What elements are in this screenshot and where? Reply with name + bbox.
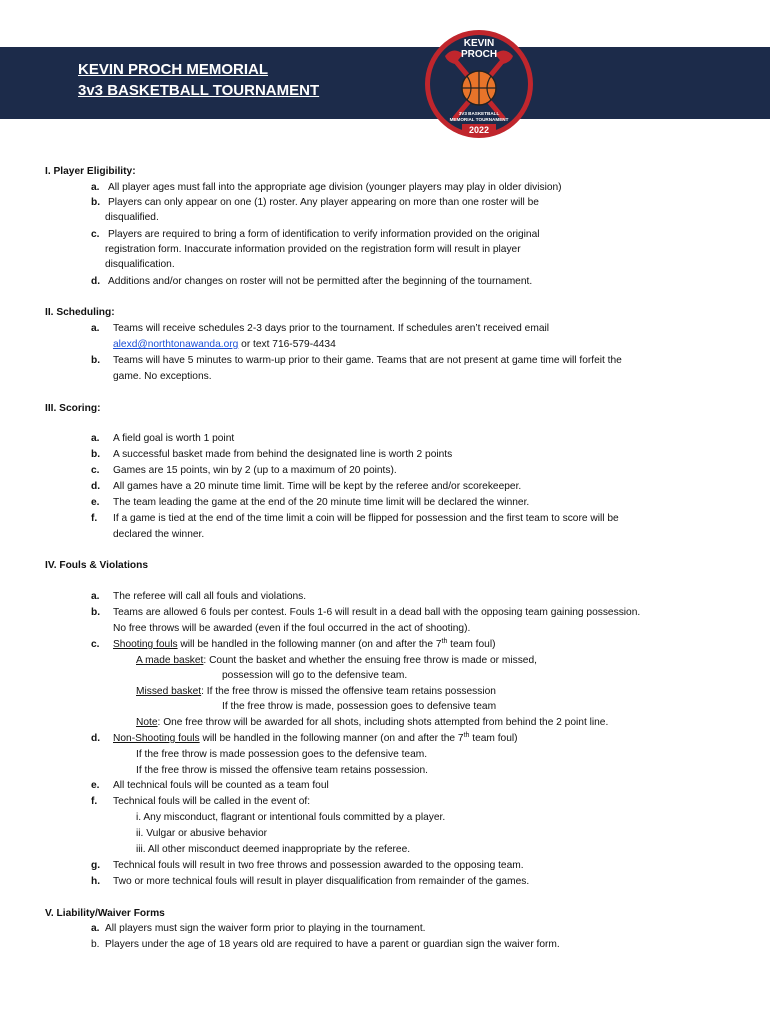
sub-item-text: i. Any misconduct, flagrant or intentional fouls committed by a player.	[136, 812, 446, 823]
item-letter: h.	[91, 876, 101, 887]
list-item-text: Note: One free throw will be awarded for all shots, including shots attempted from behind the 2 point line.	[136, 717, 609, 728]
list-item-text: If the free throw is made possession goes to the defensive team.	[136, 749, 428, 760]
item-letter: a.	[91, 591, 100, 602]
item-letter: f.	[91, 796, 98, 807]
sub-item-text: iii. All other misconduct deemed inappropriate by the referee.	[136, 844, 411, 855]
item-letter: b.	[91, 197, 101, 208]
label-missed-basket: Missed basket	[136, 686, 202, 697]
item-letter: b.	[91, 939, 100, 950]
item-letter: b.	[91, 355, 101, 366]
item-letter: e.	[91, 497, 100, 508]
logo-year: 2022	[468, 125, 490, 135]
section-heading: V. Liability/Waiver Forms	[45, 908, 165, 919]
item-letter: g.	[91, 860, 101, 871]
section-heading: II. Scheduling:	[45, 307, 115, 318]
list-item-text: If the free throw is made, possession goes to defensive team	[222, 701, 497, 712]
list-item-text	[113, 338, 336, 351]
item-letter: a.	[91, 182, 100, 193]
list-item-text: Additions and/or changes on roster will not be permitted after the beginning of the tournament.	[108, 276, 533, 287]
list-item-text: A successful basket made from behind the designated line is worth 2 points	[113, 449, 453, 460]
list-item-text: Games are 15 points, win by 2 (up to a maximum of 20 points).	[113, 465, 397, 476]
logo-name-2: PROCH	[460, 49, 498, 60]
list-item-text: Teams will have 5 minutes to warm-up prior to their game. Teams that are not present at game time will forfeit the	[113, 355, 622, 366]
list-item-text: declared the winner.	[113, 529, 205, 540]
item-letter: d.	[91, 733, 101, 744]
list-item-text: Technical fouls will be called in the event of:	[113, 796, 311, 807]
label-made-basket: A made basket	[136, 655, 204, 666]
list-item-text: possession will go to the defensive team.	[222, 670, 408, 681]
list-item-text: If a game is tied at the end of the time limit a coin will be flipped for possession and the first team to score will be	[113, 513, 619, 524]
list-item-text: Players are required to bring a form of identification to verify information provided on the original	[108, 229, 540, 240]
list-item-text: Two or more technical fouls will result in player disqualification from remainder of the games.	[113, 876, 530, 887]
item-letter: d.	[91, 276, 101, 287]
item-letter: a.	[91, 323, 100, 334]
list-item-text: All players must sign the waiver form prior to playing in the tournament.	[105, 923, 426, 934]
logo-name-1: KEVIN	[463, 38, 495, 49]
list-item-text: Missed basket: If the free throw is missed the offensive team retains possession	[136, 686, 496, 697]
logo-subtitle-2: MEMORIAL TOURNAMENT	[449, 117, 509, 122]
list-item-text: Non-Shooting fouls will be handled in the following manner (on and after the 7th team foul)	[113, 732, 518, 744]
item-letter: a.	[91, 433, 100, 444]
list-item-text: game. No exceptions.	[113, 371, 212, 382]
item-letter: f.	[91, 513, 98, 524]
list-item-text: The referee will call all fouls and violations.	[113, 591, 307, 602]
title-line-1: KEVIN PROCH MEMORIAL	[78, 61, 269, 78]
section-heading: I. Player Eligibility:	[45, 166, 136, 177]
list-item-text: If the free throw is missed the offensive team retains possession.	[136, 765, 428, 776]
list-item-text: Players under the age of 18 years old are required to have a parent or guardian sign the waiver form.	[105, 939, 560, 950]
item-letter: d.	[91, 481, 101, 492]
list-item-text: All player ages must fall into the appropriate age division (younger players may play in older division)	[108, 182, 562, 193]
list-item-text: Teams are allowed 6 fouls per contest. Fouls 1-6 will result in a dead ball with the opposing team gaining possession.	[113, 607, 641, 618]
sub-item-text: ii. Vulgar or abusive behavior	[136, 828, 267, 839]
list-item-text: All technical fouls will be counted as a team foul	[113, 780, 329, 791]
email-link[interactable]: alexd@northtonawanda.org	[113, 339, 239, 350]
item-letter: e.	[91, 780, 100, 791]
list-item-text: Shooting fouls will be handled in the following manner (on and after the 7th team foul)	[113, 638, 496, 650]
list-item-text: Players can only appear on one (1) roster. Any player appearing on more than one roster will be	[108, 197, 539, 208]
section-heading: III. Scoring:	[45, 403, 101, 414]
term-non-shooting-fouls: Non-Shooting fouls	[113, 733, 200, 744]
list-item-text: A made basket: Count the basket and whether the ensuing free throw is made or missed,	[136, 655, 537, 666]
list-item-text: Technical fouls will result in two free throws and possession awarded to the opposing team.	[113, 860, 524, 871]
section-heading: IV. Fouls & Violations	[45, 560, 149, 571]
contact-text: or text 716-579-4434	[241, 339, 336, 350]
logo-subtitle-1: 3V3 BASKETBALL	[458, 111, 500, 116]
title-line-2: 3v3 BASKETBALL TOURNAMENT	[78, 82, 320, 99]
list-item-text: disqualification.	[105, 259, 175, 270]
list-item-text: The team leading the game at the end of the 20 minute time limit will be declared the winner.	[113, 497, 530, 508]
list-item-text: All games have a 20 minute time limit. Time will be kept by the referee and/or scorekeeper.	[113, 481, 522, 492]
label-note: Note	[136, 717, 158, 728]
item-letter: c.	[91, 639, 100, 650]
list-item-text: registration form. Inaccurate information provided on the registration form will result in player	[105, 244, 521, 255]
item-letter: b.	[91, 607, 101, 618]
item-letter: c.	[91, 465, 100, 476]
item-letter: a.	[91, 923, 100, 934]
item-letter: c.	[91, 229, 100, 240]
list-item-text: disqualified.	[105, 212, 159, 223]
item-letter: b.	[91, 449, 101, 460]
list-item-text: Teams will receive schedules 2-3 days prior to the tournament. If schedules aren’t received email	[113, 323, 550, 334]
term-shooting-fouls: Shooting fouls	[113, 639, 178, 650]
list-item-text: A field goal is worth 1 point	[113, 433, 235, 444]
list-item-text: No free throws will be awarded (even if the foul occurred in the act of shooting).	[113, 623, 471, 634]
